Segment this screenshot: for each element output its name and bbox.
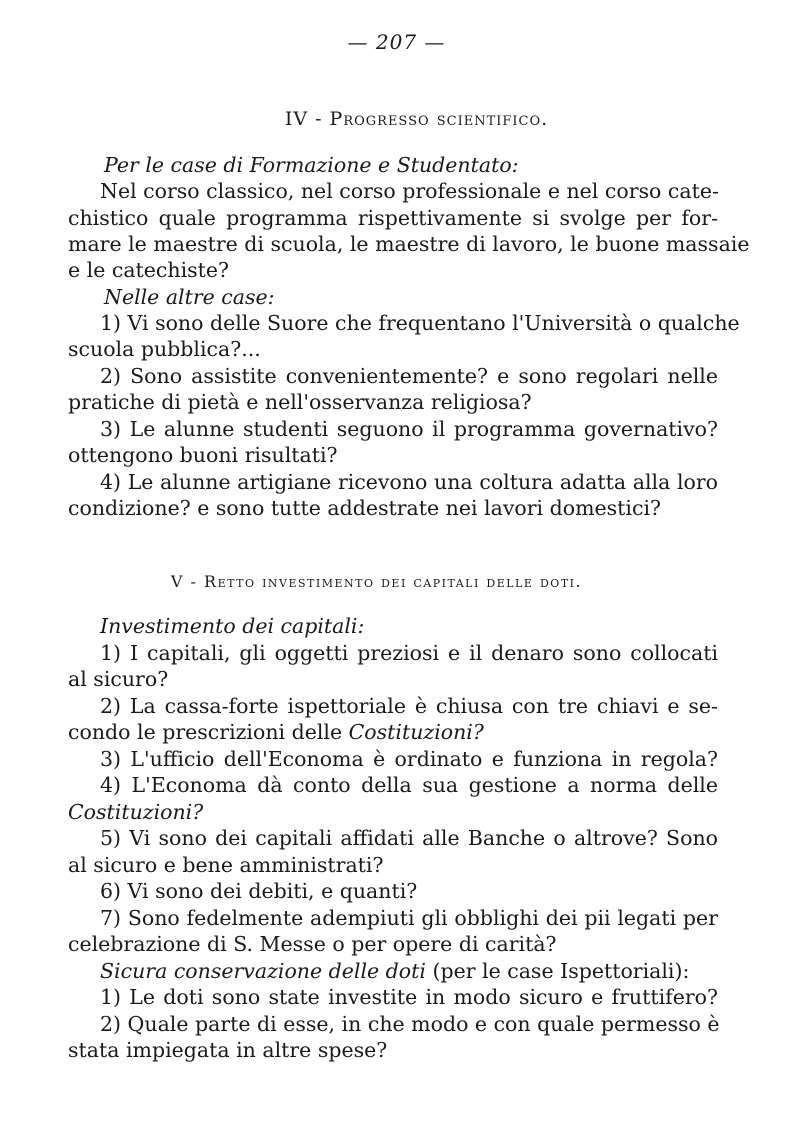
question-line: 6) Vi sono dei debiti, e quanti? <box>100 879 418 903</box>
question-line: 1) Le doti sono state investite in modo sicuro e fruttifero? <box>100 985 718 1009</box>
question-line: pratiche di pietà e nell'osservanza religiosa? <box>68 390 532 414</box>
page-number: — 207 — <box>347 30 446 54</box>
subheading-doti <box>100 958 689 984</box>
question-line: 3) L'ufficio dell'Economa è ordinato e funziona in regola? <box>100 747 718 771</box>
question-line: ottengono buoni risultati? <box>68 443 338 467</box>
section-v-heading: V - Retto investimento dei capitali delle doti. <box>170 572 583 591</box>
subheading-investimento: Investimento dei capitali: <box>100 614 365 638</box>
question-line: al sicuro e bene amministrati? <box>68 853 384 877</box>
subheading-altre-case: Nelle altre case: <box>104 285 275 309</box>
paragraph-line: chistico quale programma rispettivamente si svolge per for- <box>68 206 718 230</box>
question-line: 3) Le alunne studenti seguono il programma governativo? <box>100 417 718 441</box>
question-line: al sicuro? <box>68 667 169 691</box>
question-line: 5) Vi sono dei capitali affidati alle Banche o altrove? Sono <box>100 826 718 850</box>
text-span: condo le prescrizioni delle <box>68 720 349 744</box>
question-line: 4) L'Economa dà conto della sua gestione a norma delle <box>100 773 718 797</box>
paragraph-line: Nel corso classico, nel corso professionale e nel corso cate- <box>100 179 719 203</box>
text-span: (per le case Ispettoriali): <box>425 959 690 983</box>
question-line: celebrazione di S. Messe o per opere di carità? <box>68 932 557 956</box>
costituzioni-italic: Costituzioni? <box>348 720 484 744</box>
question-line: 2) La cassa-forte ispettoriale è chiusa con tre chiavi e se- <box>100 694 718 718</box>
section-iv-heading: IV - Progresso scientifico. <box>284 108 549 130</box>
costituzioni-italic: Costituzioni? <box>68 800 204 824</box>
question-line: 1) Vi sono delle Suore che frequentano l'Università o qualche <box>100 311 740 335</box>
question-line: 4) Le alunne artigiane ricevono una coltura adatta alla loro <box>100 470 718 494</box>
paragraph-line: e le catechiste? <box>68 258 230 282</box>
question-line: stata impiegata in altre spese? <box>68 1038 388 1062</box>
question-line <box>68 719 484 745</box>
subheading-formazione: Per le case di Formazione e Studentato: <box>104 153 519 177</box>
question-line: 7) Sono fedelmente adempiuti gli obblighi dei pii legati per <box>100 906 718 930</box>
question-line: 2) Sono assistite convenientemente? e sono regolari nelle <box>100 364 718 388</box>
question-line: scuola pubblica?... <box>68 337 261 361</box>
paragraph-line: mare le maestre di scuola, le maestre di lavoro, le buone massaie <box>68 232 750 256</box>
question-line: 1) I capitali, gli oggetti preziosi e il denaro sono collocati <box>100 641 718 665</box>
doti-italic: Sicura conservazione delle doti <box>100 959 426 983</box>
question-line: condizione? e sono tutte addestrate nei lavori domestici? <box>68 496 662 520</box>
question-line: 2) Quale parte di esse, in che modo e con quale permesso è <box>100 1012 720 1036</box>
